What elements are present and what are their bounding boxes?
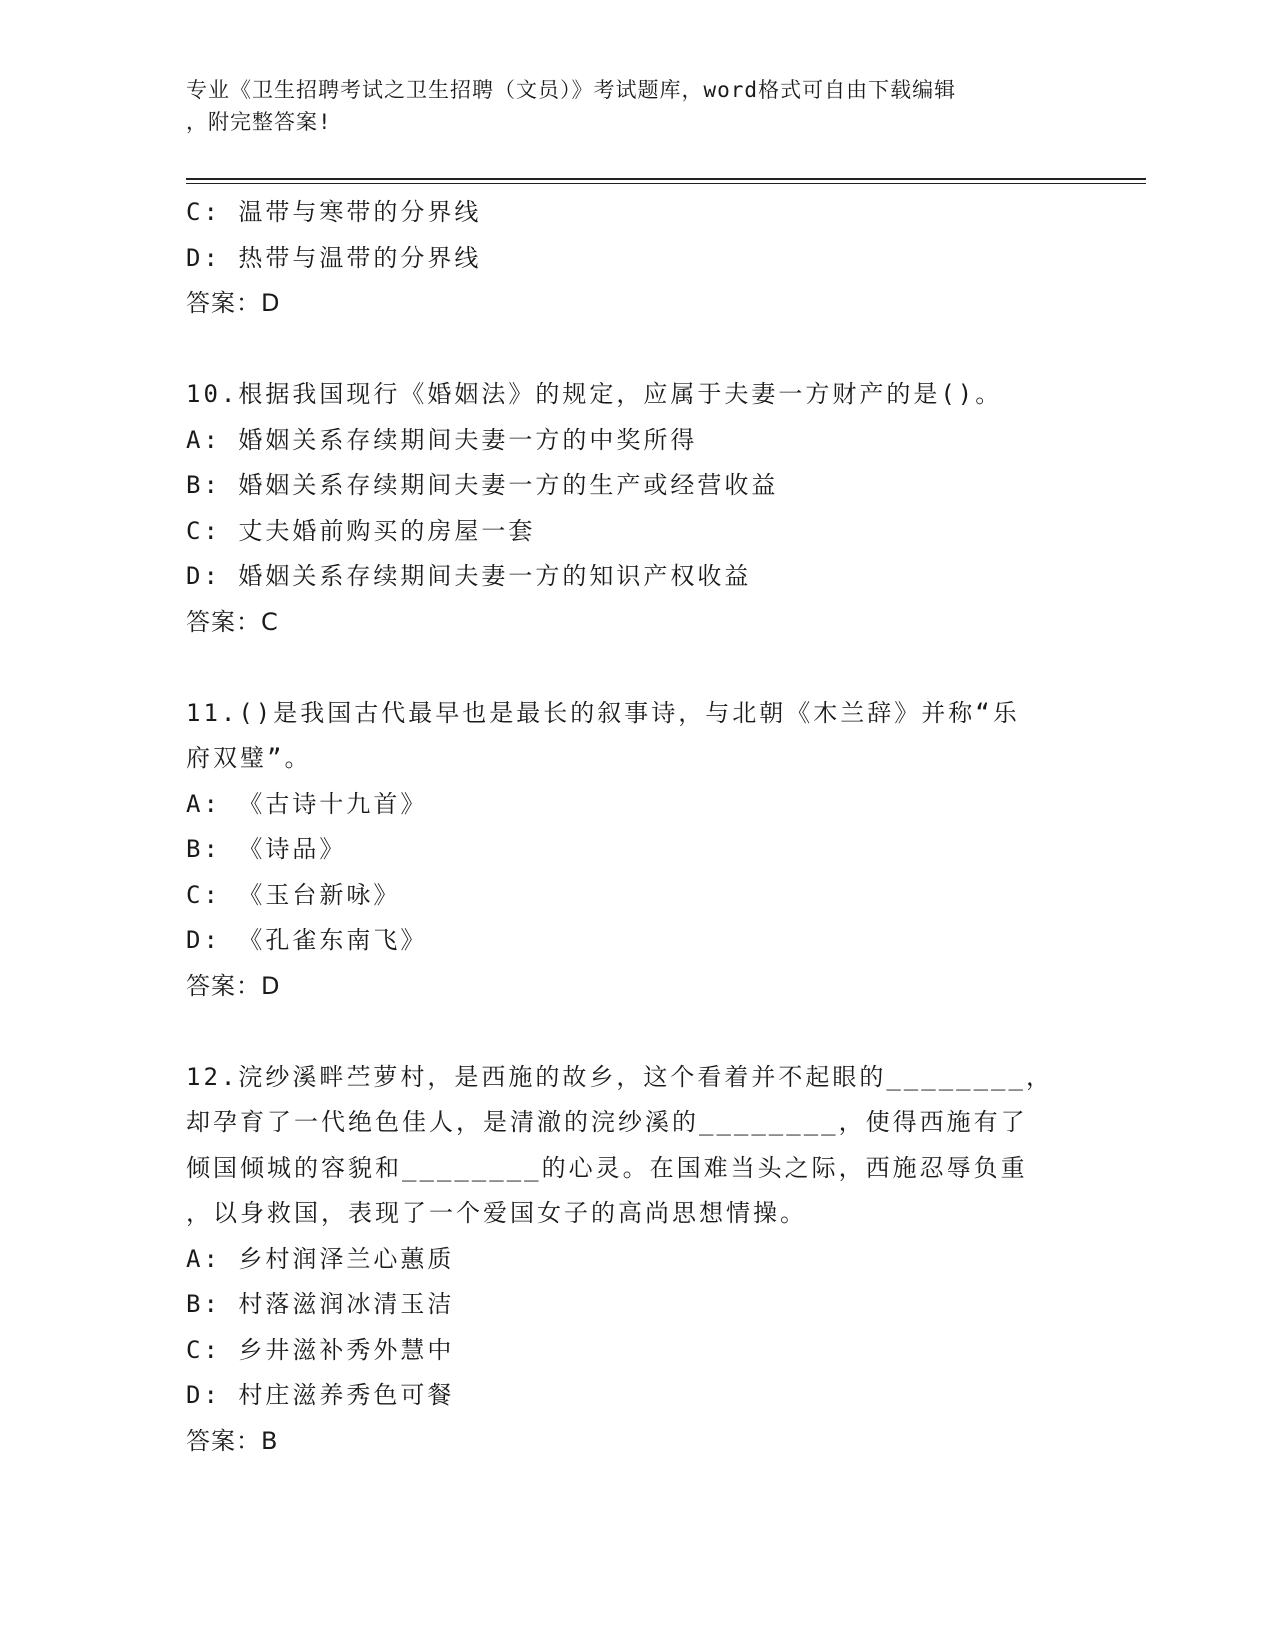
header-line-2: ，附完整答案! [186,110,332,134]
header-rule-thick [186,178,1146,180]
question-12 [186,1055,1086,1465]
option-d: D: 热带与温带的分界线 [186,243,482,272]
option-c: C: 温带与寒带的分界线 [186,198,482,226]
question-stem-line-2: 府双璧”。 [186,744,312,772]
question-stem: 10.根据我国现行《婚姻法》的规定，应属于夫妻一方财产的是()。 [186,380,1003,408]
option-b: B: 村落滋润冰清玉洁 [186,1290,455,1318]
option-b: B: 婚姻关系存续期间夫妻一方的生产或经营收益 [186,471,779,499]
question-stem-line-4: ，以身救国，表现了一个爱国女子的高尚思想情操。 [186,1199,807,1227]
question-10 [186,372,1086,645]
option-d: D: 村庄滋养秀色可餐 [186,1381,455,1409]
option-a: A: 乡村润泽兰心蕙质 [186,1244,455,1273]
answer-line: 答案：C [186,607,279,636]
option-c: C: 《玉台新咏》 [186,880,401,909]
question-11 [186,691,1086,1010]
option-d: D: 婚姻关系存续期间夫妻一方的知识产权收益 [186,562,752,590]
option-a: A: 婚姻关系存续期间夫妻一方的中奖所得 [186,425,698,454]
question-stem-line-1: 11.()是我国古代最早也是最长的叙事诗，与北朝《木兰辞》并称“乐 [186,698,1020,727]
answer-line: 答案：D [186,289,281,317]
option-d: D: 《孔雀东南飞》 [186,926,428,954]
option-c: C: 丈夫婚前购买的房屋一套 [186,516,536,545]
answer-line: 答案：D [186,971,281,1000]
header-rule-thin [186,183,1146,184]
question-stem-line-1: 12.浣纱溪畔苎萝村，是西施的故乡，这个看着并不起眼的________， [186,1062,1053,1091]
prev-question [186,190,1086,327]
document-header [186,74,1066,138]
option-c: C: 乡井滋补秀外慧中 [186,1335,455,1364]
question-content [186,190,1086,1464]
answer-line: 答案：B [186,1426,279,1455]
option-b: B: 《诗品》 [186,835,347,863]
header-line-1: 专业《卫生招聘考试之卫生招聘（文员）》考试题库，word格式可自由下载编辑 [186,78,957,102]
question-stem-line-2: 却孕育了一代绝色佳人，是清澈的浣纱溪的________，使得西施有了 [186,1108,1028,1136]
option-a: A: 《古诗十九首》 [186,789,428,818]
question-stem-line-3: 倾国倾城的容貌和________的心灵。在国难当头之际，西施忍辱负重 [186,1153,1028,1182]
